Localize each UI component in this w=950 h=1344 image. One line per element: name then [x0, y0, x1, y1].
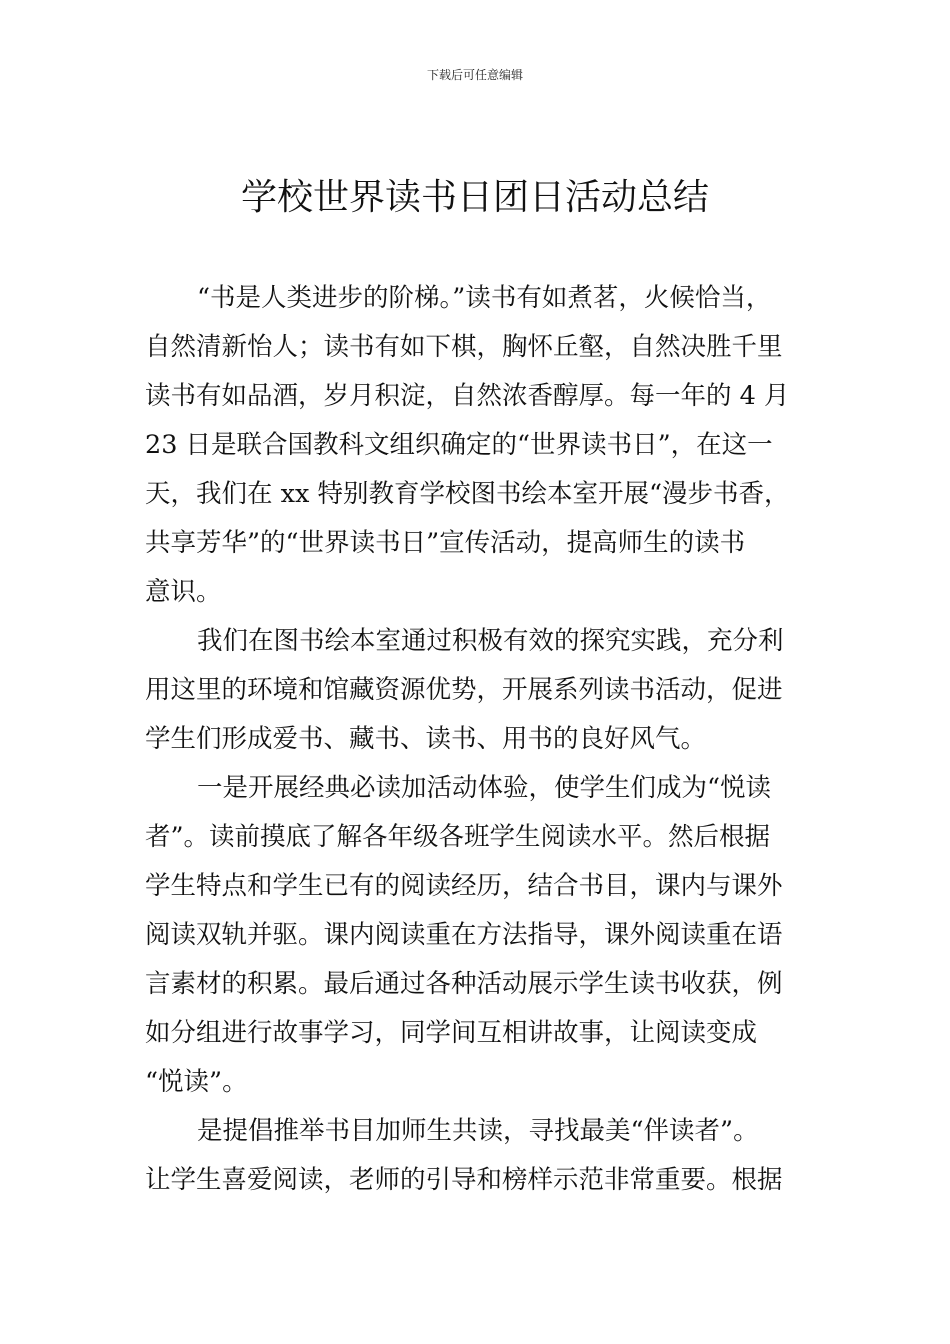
header-note: 下载后可任意编辑 [426, 68, 523, 82]
paragraph-3-line-1: 一是开展经典必读加活动体验，使学生们成为“悦读 [197, 773, 772, 803]
paragraph-1-line-7: 意识。 [145, 577, 222, 607]
paragraph-2-line-1: 我们在图书绘本室通过积极有效的探究实践，充分利 [197, 626, 784, 656]
paragraph-2-line-2: 用这里的环境和馆藏资源优势，开展系列读书活动，促进 [145, 675, 783, 705]
paragraph-1-line-3: 读书有如品酒，岁月积淀，自然浓香醇厚。每一年的 4 月 [145, 381, 790, 411]
paragraph-3-line-7: “悦读”。 [145, 1067, 248, 1097]
paragraph-1-line-4: 23 日是联合国教科文组织确定的“世界读书日”，在这一 [145, 430, 773, 460]
paragraph-2-line-3: 学生们形成爱书、藏书、读书、用书的良好风气。 [145, 724, 707, 754]
paragraph-4-line-1: 是提倡推举书目加师生共读，寻找最美“伴读者”。 [197, 1116, 759, 1146]
paragraph-1-line-5: 天，我们在 xx 特别教育学校图书绘本室开展“漫步书香， [145, 479, 790, 509]
paragraph-1-line-6: 共享芳华”的“世界读书日”宣传活动，提高师生的读书 [145, 528, 746, 558]
paragraph-3-line-4: 阅读双轨并驱。课内阅读重在方法指导，课外阅读重在语 [145, 920, 783, 950]
paragraph-1-line-2: 自然清新怡人；读书有如下棋，胸怀丘壑，自然决胜千里 [145, 332, 783, 362]
paragraph-3-line-5: 言素材的积累。最后通过各种活动展示学生读书收获，例 [145, 969, 783, 999]
paragraph-3-line-2: 者”。读前摸底了解各年级各班学生阅读水平。然后根据 [145, 822, 771, 852]
document-title: 学校世界读书日团日活动总结 [240, 177, 709, 218]
paragraph-1-line-1: “书是人类进步的阶梯。”读书有如煮茗，火候恰当， [197, 283, 772, 313]
paragraph-4-line-2: 让学生喜爱阅读，老师的引导和榜样示范非常重要。根据 [145, 1165, 783, 1195]
paragraph-3-line-6: 如分组进行故事学习，同学间互相讲故事，让阅读变成 [145, 1018, 758, 1048]
paragraph-3-line-3: 学生特点和学生已有的阅读经历，结合书目，课内与课外 [145, 871, 783, 901]
